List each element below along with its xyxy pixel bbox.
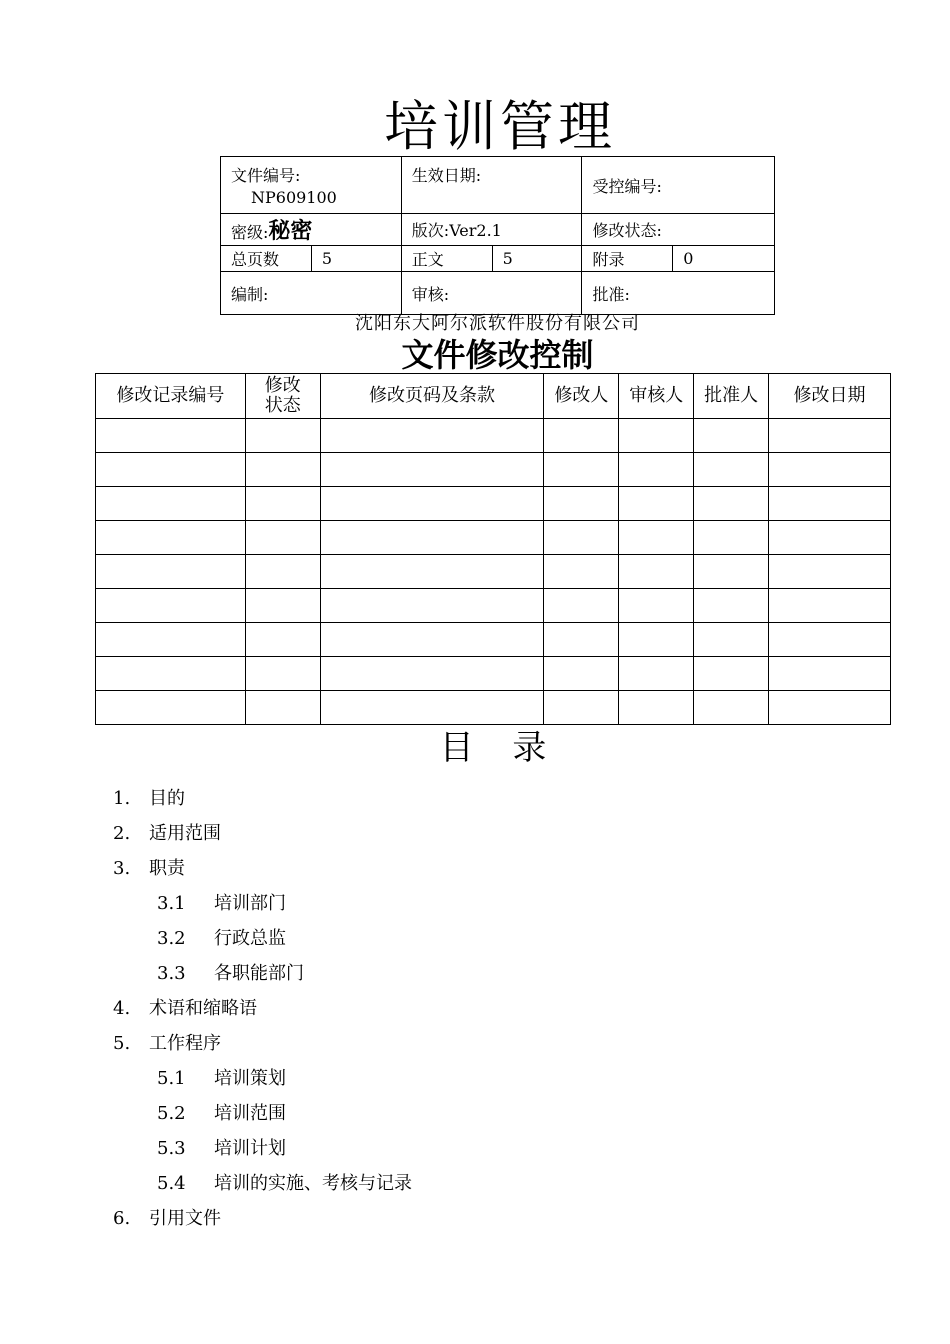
revision-column-header: 修改记录编号 <box>96 374 246 419</box>
company-name: 沈阳东大阿尔派软件股份有限公司 <box>355 313 640 334</box>
revision-table-cell <box>245 623 320 657</box>
reviewed-by-label: 审核: <box>411 284 450 304</box>
secrecy-label: 密级: <box>231 223 269 242</box>
revision-table-cell <box>769 589 891 623</box>
appendix-value: 0 <box>673 246 775 272</box>
revision-table-cell <box>694 521 769 555</box>
revision-table-row <box>96 555 891 589</box>
revision-table-cell <box>619 521 694 555</box>
revision-table-cell <box>544 521 619 555</box>
revision-table-cell <box>544 691 619 725</box>
revision-table-row <box>96 657 891 691</box>
secrecy-value: 秘密 <box>268 219 313 244</box>
revision-table-row <box>96 453 891 487</box>
toc-item-number: 4. <box>113 998 131 1019</box>
revision-table-header <box>96 374 891 419</box>
revision-table-cell <box>544 453 619 487</box>
revision-table-cell <box>694 691 769 725</box>
revision-control-table <box>95 373 891 725</box>
effective-date-cell <box>401 157 582 214</box>
effective-date-label: 生效日期: <box>411 166 482 185</box>
revision-table-row <box>96 623 891 657</box>
total-pages-label: 总页数 <box>221 246 312 272</box>
revision-table-cell <box>619 657 694 691</box>
revision-column-header: 审核人 <box>619 374 694 419</box>
toc-item-number: 5.4 <box>157 1173 186 1194</box>
revision-table-cell <box>769 419 891 453</box>
revision-status-cell <box>582 214 775 246</box>
revision-table-cell <box>544 657 619 691</box>
revision-table-cell <box>245 589 320 623</box>
revision-table-cell <box>544 487 619 521</box>
version-label: 版次: <box>411 221 450 240</box>
revision-table-cell <box>769 453 891 487</box>
revision-table-cell <box>769 521 891 555</box>
revision-table-cell <box>245 419 320 453</box>
revision-table-cell <box>694 453 769 487</box>
revision-table-cell <box>619 589 694 623</box>
revision-table-cell <box>544 419 619 453</box>
revision-table-cell <box>619 487 694 521</box>
toc-item-text: 职责 <box>149 858 185 879</box>
approved-by-label: 批准: <box>592 284 630 304</box>
revision-table-cell <box>769 623 891 657</box>
revision-table-cell <box>619 691 694 725</box>
toc-item-text: 培训部门 <box>214 893 286 914</box>
doc-number-value: NP609100 <box>251 188 337 207</box>
revision-table-cell <box>694 623 769 657</box>
revision-status-label: 修改状态: <box>592 221 662 240</box>
doc-number-cell <box>221 157 402 214</box>
toc-item-text: 工作程序 <box>149 1033 221 1054</box>
revision-table-cell <box>245 487 320 521</box>
revision-table-cell <box>245 691 320 725</box>
toc-title: 目 录 <box>439 728 561 768</box>
toc-item-number: 3.2 <box>157 928 186 949</box>
revision-table-cell <box>96 487 246 521</box>
toc-item-text: 术语和缩略语 <box>149 998 257 1019</box>
body-pages-label: 正文 <box>401 246 492 272</box>
revision-table-cell <box>544 555 619 589</box>
toc-item-number: 1. <box>113 788 131 809</box>
revision-table-cell <box>320 521 544 555</box>
appendix-label: 附录 <box>582 246 673 272</box>
revision-table-cell <box>245 657 320 691</box>
revision-column-header: 修改页码及条款 <box>320 374 544 419</box>
secrecy-cell <box>221 214 402 246</box>
toc-item-text: 培训策划 <box>214 1068 286 1089</box>
toc-item-text: 目的 <box>149 788 185 809</box>
revision-table-cell <box>96 419 246 453</box>
version-cell <box>401 214 582 246</box>
revision-table-cell <box>694 487 769 521</box>
revision-table-body <box>96 419 891 725</box>
revision-table-cell <box>96 453 246 487</box>
revision-table-cell <box>769 657 891 691</box>
revision-table-cell <box>96 521 246 555</box>
revision-table-row <box>96 521 891 555</box>
revision-table-cell <box>769 555 891 589</box>
revision-table-cell <box>619 419 694 453</box>
revision-table-cell <box>619 555 694 589</box>
toc-item-number: 3. <box>113 858 131 879</box>
revision-table-row <box>96 691 891 725</box>
toc-item-number: 3.1 <box>157 893 186 914</box>
toc-item-text: 行政总监 <box>214 928 286 949</box>
revision-column-header: 修改 状态 <box>245 374 320 419</box>
revision-table-cell <box>694 589 769 623</box>
toc-item-text: 培训计划 <box>214 1138 286 1159</box>
revision-table-cell <box>245 521 320 555</box>
revision-table-cell <box>694 555 769 589</box>
toc-item-text: 引用文件 <box>149 1208 221 1229</box>
revision-table-cell <box>320 487 544 521</box>
toc-item-number: 5.3 <box>157 1138 186 1159</box>
doc-number-label: 文件编号: <box>231 166 301 185</box>
control-number-label: 受控编号: <box>592 176 662 196</box>
toc-item-number: 2. <box>113 823 131 844</box>
control-number-cell <box>582 157 775 214</box>
revision-table-cell <box>619 623 694 657</box>
revision-table-cell <box>245 453 320 487</box>
revision-column-header: 修改日期 <box>769 374 891 419</box>
toc-item-number: 5. <box>113 1033 131 1054</box>
revision-table-cell <box>96 691 246 725</box>
document-title: 培训管理 <box>384 95 616 158</box>
revision-table-cell <box>96 589 246 623</box>
version-value: Ver2.1 <box>449 221 502 240</box>
revision-column-header: 修改人 <box>544 374 619 419</box>
revision-table-cell <box>320 419 544 453</box>
revision-table-row <box>96 589 891 623</box>
revision-table-cell <box>320 657 544 691</box>
revision-table-cell <box>544 589 619 623</box>
toc-item-number: 3.3 <box>157 963 186 984</box>
revision-table-cell <box>694 657 769 691</box>
prepared-by-label: 编制: <box>231 284 269 304</box>
toc-item-text: 各职能部门 <box>214 963 304 984</box>
document-info-table <box>220 156 775 315</box>
revision-table-cell <box>544 623 619 657</box>
revision-column-header: 批准人 <box>694 374 769 419</box>
revision-table-cell <box>694 419 769 453</box>
revision-table-cell <box>320 589 544 623</box>
revision-control-title: 文件修改控制 <box>401 336 594 374</box>
revision-table-cell <box>320 555 544 589</box>
revision-table-cell <box>96 657 246 691</box>
revision-table-cell <box>96 555 246 589</box>
revision-table-row <box>96 487 891 521</box>
revision-table-cell <box>245 555 320 589</box>
revision-table-cell <box>320 691 544 725</box>
total-pages-value: 5 <box>311 246 401 272</box>
toc-item-number: 5.1 <box>157 1068 186 1089</box>
revision-table-cell <box>769 487 891 521</box>
body-pages-value: 5 <box>492 246 582 272</box>
revision-table-cell <box>320 453 544 487</box>
revision-table-cell <box>96 623 246 657</box>
toc-item-text: 培训范围 <box>214 1103 286 1124</box>
toc-item-number: 6. <box>113 1208 131 1229</box>
toc-item-text: 培训的实施、考核与记录 <box>214 1173 412 1194</box>
toc-item-number: 5.2 <box>157 1103 186 1124</box>
toc-item-text: 适用范围 <box>149 823 221 844</box>
revision-table-row <box>96 419 891 453</box>
revision-table-cell <box>320 623 544 657</box>
revision-table-cell <box>769 691 891 725</box>
revision-table-cell <box>619 453 694 487</box>
